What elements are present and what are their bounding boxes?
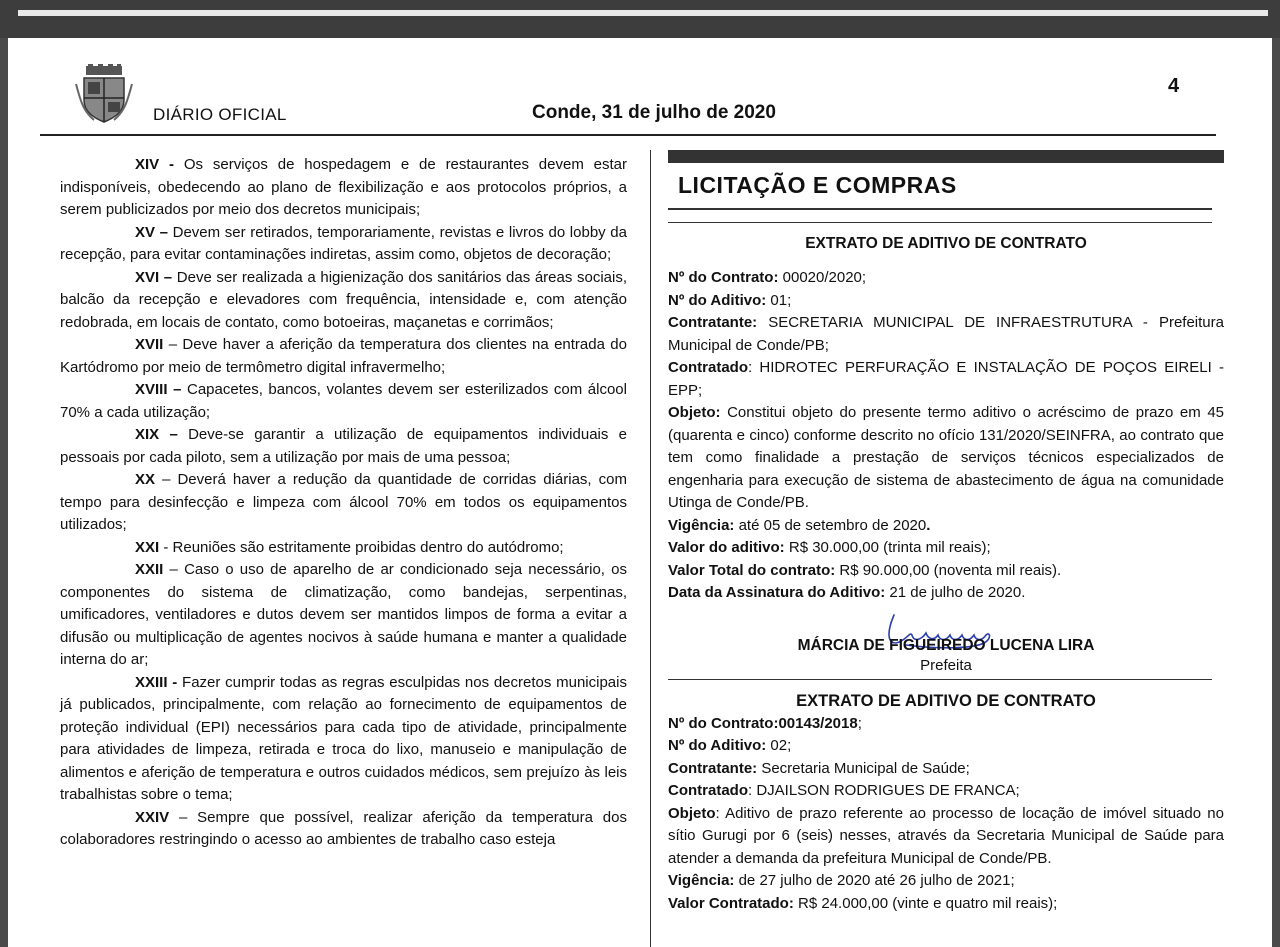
contracting-party: Contratante: SECRETARIA MUNICIPAL DE INFRAESTRUTURA - Prefeitura Municipal de Conde/PB; — [668, 314, 1224, 354]
gazette-title: DIÁRIO OFICIAL — [153, 105, 287, 124]
amendment-value: Valor do aditivo: R$ 30.000,00 (trinta mil reais); — [668, 539, 991, 556]
validity: Vigência: de 27 julho de 2020 até 26 julho de 2021; — [668, 872, 1015, 889]
list-item: XVI – Deve ser realizada a higienização dos sanitários das áreas sociais, balcão da recepção e elevadores com frequência, intensidade e, com atenção redobrada, em locais de contato, como botoeiras, maçanetas e corrimãos; — [60, 268, 628, 331]
contract-object: Objeto: Constitui objeto do presente termo aditivo o acréscimo de prazo em 45 (quarenta e cinco) conforme descrito no ofício 131/2020/SEINFRA, ao contrato que tem como finalidade a prestação de serviços técnicos especializados de engenharia para execução de sistema de abastecimento de água na comunidade Utinga de Conde/PB. — [668, 404, 1224, 511]
contract-object: Objeto: Aditivo de prazo referente ao processo de locação de imóvel situado no sítio Gurugi por 6 (seis) nesses, através da Secretaria Municipal de Saúde para atender a demanda da prefeitura Municipal de Conde/PB. — [668, 804, 1224, 867]
contracting-party: Contratante: Secretaria Municipal de Saúde; — [668, 759, 970, 777]
section-title: LICITAÇÃO E COMPRAS — [678, 172, 957, 198]
validity: Vigência: até 05 de setembro de 2020. — [668, 516, 931, 534]
contract-value: Valor Contratado: R$ 24.000,00 (vinte e quatro mil reais); — [668, 894, 1058, 912]
gazette-date: Conde, 31 de julho de 2020 — [532, 102, 776, 123]
previous-page-edge — [18, 10, 1268, 16]
list-item: XXI - Reuniões são estritamente proibidas dentro do autódromo; — [135, 538, 564, 556]
contract-extract — [668, 713, 1224, 916]
section-rule — [668, 222, 1212, 223]
column-divider — [650, 150, 651, 947]
right-column — [668, 150, 1224, 915]
signature-block — [668, 605, 1224, 679]
contract-number: Nº do Contrato:00143/2018; — [668, 714, 862, 732]
contracted-party: Contratado: DJAILSON RODRIGUES DE FRANCA; — [668, 782, 1020, 799]
municipal-crest-icon — [74, 64, 134, 124]
extract-separator — [668, 679, 1212, 680]
viewer-top-bar — [0, 0, 1280, 38]
contract-number: Nº do Contrato: 00020/2020; — [668, 269, 867, 286]
page-number: 4 — [1168, 75, 1180, 97]
signatory-role: Prefeita — [920, 656, 972, 674]
list-item: XXII – Caso o uso de aparelho de ar condicionado seja necessário, os componentes do sistema de climatização, como bandejas, serpentinas, umificadores, ventiladores e dutos devem ser mantidos limpos de forma a evitar a difusão ou multiplicação de agentes nocivos à saúde humana e manter a qualidade interna do ar; — [60, 561, 627, 668]
header-rule — [40, 134, 1216, 136]
signatory-name: MÁRCIA DE FIGUEIREDO LUCENA LIRA — [797, 636, 1095, 654]
list-item: XVII – Deve haver a aferição da temperatura dos clientes na entrada do Kartódromo por meio de termômetro digital infravermelho; — [60, 336, 627, 376]
document-page — [8, 38, 1272, 947]
total-value: Valor Total do contrato: R$ 90.000,00 (noventa mil reais). — [668, 561, 1062, 579]
amendment-number: Nº do Aditivo: 02; — [668, 737, 792, 754]
list-item: XX – Deverá haver a redução da quantidade de corridas diárias, com tempo para desinfecção e limpeza com álcool 70% em todos os equipamentos utilizados; — [60, 471, 627, 533]
section-rule — [668, 208, 1212, 210]
list-item: XXIV – Sempre que possível, realizar aferição da temperatura dos colaboradores restringindo o acesso ao ambientes de trabalho caso esteja — [60, 808, 627, 848]
left-column — [60, 154, 627, 852]
contracted-party: Contratado: HIDROTEC PERFURAÇÃO E INSTALAÇÃO DE POÇOS EIRELI - EPP; — [668, 359, 1224, 399]
contract-extract — [668, 267, 1224, 605]
signature-date: Data da Assinatura do Aditivo: 21 de julho de 2020. — [668, 584, 1026, 601]
extract-heading: EXTRATO DE ADITIVO DE CONTRATO — [805, 235, 1087, 252]
list-item: XVIII – Capacetes, bancos, volantes devem ser esterilizados com álcool 70% a cada utilização; — [60, 381, 627, 421]
amendment-number: Nº do Aditivo: 01; — [668, 291, 792, 309]
list-item: XV – Devem ser retirados, temporariamente, revistas e livros do lobby da recepção, para evitar contaminações indiretas, assim como, objetos de decoração; — [60, 223, 627, 263]
section-bar — [668, 150, 1224, 163]
extract-heading: EXTRATO DE ADITIVO DE CONTRATO — [796, 691, 1096, 710]
list-item: XIX – Deve-se garantir a utilização de equipamentos individuais e pessoais por cada piloto, sem a utilização por mais de uma pessoa; — [60, 426, 628, 466]
list-item: XIV - Os serviços de hospedagem e de restaurantes devem estar indisponíveis, obedecendo ao plano de flexibilização e aos protocolos próprios, a serem publicizados por meio dos decretos municipais; — [60, 156, 628, 218]
list-item: XXIII - Fazer cumprir todas as regras esculpidas nos decretos municipais já publicados, principalmente, com relação ao fornecimento de equipamentos de proteção individual (EPI) necessários para cada tipo de atividade, principalmente para atividades de limpeza, retirada e troca do lixo, manuseio e manipulação de alimentos e aferição de temperatura e outros cuidados médicos, sem prejuízo às leis trabalhistas sobre o tema; — [60, 673, 627, 803]
